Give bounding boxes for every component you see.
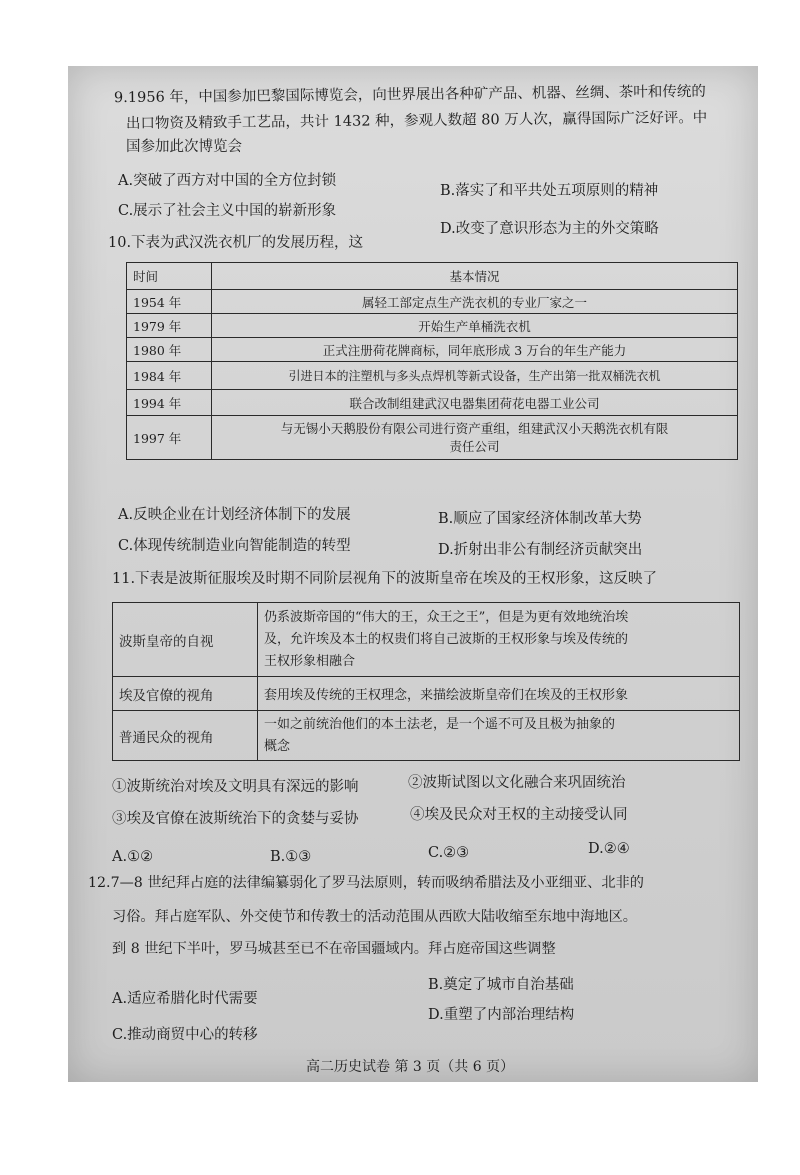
q10-option-a: A.反映企业在计划经济体制下的发展: [118, 507, 351, 523]
q10-table-header: [127, 263, 738, 290]
q12-line1: 12.7—8 世纪拜占庭的法律编纂弱化了罗马法原则，转而吸纳希腊法及小亚细亚、北非的: [88, 875, 644, 891]
table-row: [113, 711, 740, 761]
table-row: [127, 314, 738, 338]
q10-option-c: C.体现传统制造业向智能制造的转型: [118, 538, 351, 554]
header-time: 时间: [127, 263, 212, 290]
q11-option-d: D.②④: [588, 841, 630, 857]
row-content-line1: 一如之前统治他们的本土法老，是一个遥不可及且极为抽象的: [264, 716, 616, 732]
row-label: 普通民众的视角: [113, 711, 258, 761]
row-info: [212, 416, 738, 460]
table-row: [127, 290, 738, 314]
q11-stem: 11.下表是波斯征服埃及时期不同阶层视角下的波斯皇帝在埃及的王权形象，这反映了: [112, 571, 658, 587]
q9-line2: 出口物资及精致手工艺品，共计 1432 种，参观人数超 80 万人次，赢得国际广泛好评。中: [125, 109, 708, 133]
row-info: 正式注册荷花牌商标，同年底形成 3 万台的年生产能力: [212, 338, 738, 362]
q12-option-a: A.适应希腊化时代需要: [112, 991, 258, 1007]
row-info-line2: 责任公司: [449, 438, 500, 454]
table-row: [127, 338, 738, 362]
row-info: 联合改制组建武汉电器集团荷花电器工业公司: [212, 390, 738, 416]
row-content: [258, 603, 740, 677]
q11-statement-2: ②波斯试图以文化融合来巩固统治: [408, 775, 626, 791]
q12-line2: 习俗。拜占庭军队、外交使节和传教士的活动范围从西欧大陆收缩至东地中海地区。: [112, 909, 637, 925]
row-content-line3: 王权形象相融合: [264, 653, 356, 669]
table-row: [127, 362, 738, 390]
q10-table: [126, 262, 738, 460]
q9-option-a: A.突破了西方对中国的全方位封锁: [118, 173, 337, 189]
q9-option-d: D.改变了意识形态为主的外交策略: [440, 221, 659, 237]
row-year: 1954 年: [127, 290, 212, 314]
row-content: [258, 677, 740, 711]
row-content-line2: 概念: [264, 738, 291, 754]
row-year: 1979 年: [127, 314, 212, 338]
q10-option-b: B.顺应了国家经济体制改革大势: [438, 511, 642, 527]
row-content-line2: 及，允许埃及本土的权贵们将自己波斯的王权形象与埃及传统的: [264, 631, 629, 647]
q11-option-a: A.①②: [112, 849, 154, 865]
q10-option-d: D.折射出非公有制经济贡献突出: [438, 542, 643, 558]
q12-option-b: B.奠定了城市自治基础: [428, 977, 574, 993]
q11-option-c: C.②③: [428, 845, 470, 861]
q11-option-b: B.①③: [270, 849, 312, 865]
table-row: [113, 603, 740, 677]
q9-option-c: C.展示了社会主义中国的崭新形象: [118, 203, 337, 219]
q12-option-d: D.重塑了内部治理结构: [428, 1007, 575, 1023]
table-row: [127, 390, 738, 416]
row-year: 1997 年: [127, 416, 212, 460]
row-info: 属轻工部定点生产洗衣机的专业厂家之一: [212, 290, 738, 314]
q11-statement-3: ③埃及官僚在波斯统治下的贪婪与妥协: [112, 811, 359, 827]
row-content-line1: 套用埃及传统的王权理念，来描绘波斯皇帝们在埃及的王权形象: [264, 688, 629, 703]
table-row: [113, 677, 740, 711]
q10-stem: 10.下表为武汉洗衣机厂的发展历程，这: [108, 235, 364, 251]
header-info: 基本情况: [212, 263, 738, 290]
q9-line3: 国参加此次博览会: [126, 139, 242, 155]
row-content-line1: 仍系波斯帝国的“伟大的王，众王之王”，但是为更有效地统治埃: [264, 609, 629, 625]
row-info: 引进日本的注塑机与多头点焊机等新式设备，生产出第一批双桶洗衣机: [212, 362, 738, 390]
q11-table: [112, 602, 740, 761]
q9-option-b: B.落实了和平共处五项原则的精神: [440, 183, 659, 199]
q12-option-c: C.推动商贸中心的转移: [112, 1027, 258, 1043]
row-label: 波斯皇帝的自视: [113, 603, 258, 677]
page-footer: 高二历史试卷 第 3 页（共 6 页）: [306, 1059, 515, 1075]
q12-line3: 到 8 世纪下半叶，罗马城甚至已不在帝国疆域内。拜占庭帝国这些调整: [112, 941, 556, 957]
row-year: 1980 年: [127, 338, 212, 362]
table-row: [127, 416, 738, 460]
q11-statement-4: ④埃及民众对王权的主动接受认同: [410, 807, 628, 823]
row-year: 1984 年: [127, 362, 212, 390]
row-label: 埃及官僚的视角: [113, 677, 258, 711]
row-info-line1: 与无锡小天鹅股份有限公司进行资产重组，组建武汉小天鹅洗衣机有限: [280, 420, 669, 436]
row-year: 1994 年: [127, 390, 212, 416]
q11-statement-1: ①波斯统治对埃及文明具有深远的影响: [112, 779, 359, 795]
row-content: [258, 711, 740, 761]
q9-line1: 9.1956 年，中国参加巴黎国际博览会，向世界展出各种矿产品、机器、丝绸、茶叶和传统的: [113, 83, 706, 107]
row-info: 开始生产单桶洗衣机: [212, 314, 738, 338]
